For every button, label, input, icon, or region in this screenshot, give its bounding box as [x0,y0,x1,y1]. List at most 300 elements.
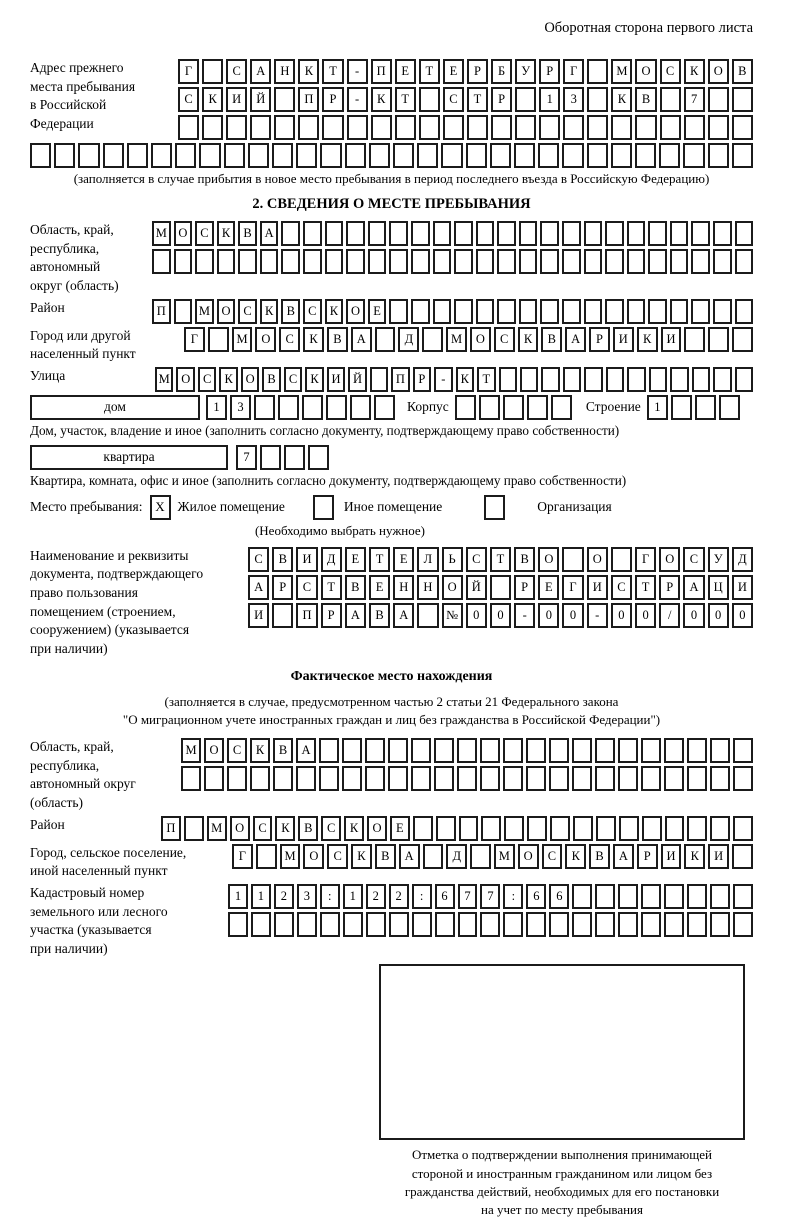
form-cell: 6 [526,884,546,909]
cell-row [248,603,753,628]
form-cell [732,844,753,869]
form-cell: Р [467,59,488,84]
form-cell [152,249,171,274]
form-cell [670,367,688,392]
apartment-note: Квартира, комната, офис и иное (заполнить согласно документу, подтверждающему право собственности) [30,472,627,488]
form-cell: А [393,603,414,628]
form-cell: С [226,59,247,84]
form-cell [733,816,753,841]
house-number-cells [206,395,395,420]
actual-region-label [30,738,181,813]
form-cell [627,367,645,392]
form-cell: Д [321,547,342,572]
region-rows [152,221,753,274]
form-cell: В [273,738,293,763]
form-cell: К [344,816,364,841]
cell-row [181,766,753,791]
form-cell [228,912,248,937]
form-cell [174,299,193,324]
label-line: стороной и иностранным гражданином или лицом без [411,1165,713,1181]
form-cell [254,395,275,420]
form-cell: О [176,367,194,392]
form-cell [549,738,569,763]
cell-row [178,115,753,140]
form-cell [733,766,753,791]
form-cell: Д [398,327,419,352]
field-street [30,367,753,392]
form-cell [459,816,479,841]
form-cell [388,738,408,763]
stay-type-row [30,495,753,520]
form-cell [618,884,638,909]
form-cell [683,143,704,168]
form-cell [260,445,281,470]
form-cell [365,766,385,791]
form-cell: 0 [732,603,753,628]
form-cell [664,912,684,937]
form-cell: М [195,299,214,324]
form-cell [342,766,362,791]
form-cell: / [659,603,680,628]
form-cell: Е [443,59,464,84]
form-cell [476,249,495,274]
form-cell: Н [393,575,414,600]
form-cell [587,87,608,112]
form-cell [519,299,538,324]
form-cell: С [443,87,464,112]
form-cell: Т [490,547,511,572]
form-cell [648,221,667,246]
form-cell: 6 [435,884,455,909]
form-cell: О [470,327,491,352]
form-cell: Е [538,575,559,600]
form-cell: С [494,327,515,352]
form-cell [503,766,523,791]
form-cell [422,327,443,352]
cell-row [184,327,753,352]
form-cell: В [635,87,656,112]
form-cell: В [369,603,390,628]
cadastral-number-label [30,884,228,959]
form-cell: Й [466,575,487,600]
form-cell: 3 [297,884,317,909]
form-cell [433,221,452,246]
form-cell: С [195,221,214,246]
form-cell [526,912,546,937]
label-line: право пользования [30,585,138,600]
form-cell [641,738,661,763]
form-cell [30,143,51,168]
form-cell: К [298,59,319,84]
form-cell: 2 [366,884,386,909]
form-cell [411,221,430,246]
form-cell [479,395,500,420]
residential-label: Жилое помещение [177,499,285,515]
form-cell: Н [274,59,295,84]
house-note: Дом, участок, владение и иное (заполнить согласно документу, подтверждающему право собственности) [30,422,620,438]
form-cell: 2 [389,884,409,909]
form-cell: С [238,299,257,324]
actual-location-title: Фактическое место нахождения [290,668,493,684]
form-cell [481,816,501,841]
form-cell: Р [321,603,342,628]
form-cell: Е [345,547,366,572]
form-cell: К [275,816,295,841]
confirmation-stamp-box [379,964,745,1140]
apartment-number-cells [236,445,329,470]
form-cell: М [155,367,173,392]
form-cell: А [248,575,269,600]
form-cell [519,221,538,246]
form-cell [178,115,199,140]
stroenie-label: Строение [585,399,641,415]
form-cell: Т [477,367,495,392]
form-cell: Г [232,844,253,869]
form-cell [691,299,710,324]
form-cell: А [260,221,279,246]
form-cell [417,143,438,168]
form-cell: С [248,547,269,572]
form-cell: И [226,87,247,112]
label-line: (заполняется в случае, предусмотренном частью 2 статьи 21 Федерального закона [164,693,619,709]
form-cell [719,395,740,420]
form-cell [687,912,707,937]
form-cell: В [238,221,257,246]
form-cell: : [412,884,432,909]
form-cell: П [161,816,181,841]
street-label: Улица [30,367,66,383]
form-cell: А [296,738,316,763]
form-cell [587,143,608,168]
form-cell [319,738,339,763]
form-cell [648,299,667,324]
form-cell [320,912,340,937]
form-cell: К [217,221,236,246]
form-cell [710,766,730,791]
label-line: автономный округ [30,776,136,792]
form-cell [470,844,491,869]
form-cell [248,143,269,168]
form-cell: У [515,59,536,84]
form-cell: Г [563,59,584,84]
form-cell [550,816,570,841]
form-cell: 0 [708,603,729,628]
label-line: Область, край, [30,222,114,237]
field-actual-district [30,816,753,841]
form-cell [217,249,236,274]
label-line: Наименование и реквизиты [30,547,189,563]
form-cell: М [446,327,467,352]
form-cell [181,766,201,791]
form-cell: С [660,59,681,84]
form-cell: Й [250,87,271,112]
form-cell: И [708,844,729,869]
form-cell [562,547,583,572]
form-cell [497,221,516,246]
form-cell: И [613,327,634,352]
form-cell: Ц [708,575,729,600]
label-line: документа, подтверждающего [30,566,204,582]
form-cell [642,816,662,841]
form-cell [365,738,385,763]
form-cell [635,115,656,140]
label-line: Адрес прежнего [30,60,124,75]
form-cell [303,221,322,246]
form-cell: К [250,738,270,763]
form-cell [343,912,363,937]
form-cell [627,299,646,324]
form-cell: О [659,547,680,572]
form-cell: : [503,884,523,909]
field-cadastral-number [30,884,753,959]
form-cell: - [347,59,368,84]
form-cell: Р [659,575,680,600]
form-cell [393,143,414,168]
form-cell [562,221,581,246]
cadastral-number-rows [228,884,753,937]
form-cell [454,299,473,324]
cell-row [228,884,753,909]
form-cell [174,249,193,274]
form-cell [175,143,196,168]
form-cell [596,816,616,841]
region-label [30,221,152,296]
form-cell [320,143,341,168]
form-cell [208,327,229,352]
form-cell [605,249,624,274]
cell-row [181,738,753,763]
form-cell [238,249,257,274]
form-cell: 1 [647,395,668,420]
form-cell [584,249,603,274]
label-line: Город, сельское поселение, [30,844,187,860]
form-cell: К [456,367,474,392]
apartment-type-box: квартира [30,445,228,470]
form-cell [322,115,343,140]
form-cell [526,766,546,791]
form-cell: У [708,547,729,572]
form-cell: К [351,844,372,869]
form-cell: Р [272,575,293,600]
checkbox-organization [484,495,505,520]
form-cell [563,115,584,140]
form-cell: Р [589,327,610,352]
form-cell [491,115,512,140]
form-cell: И [248,603,269,628]
form-cell: К [260,299,279,324]
form-cell: С [284,367,302,392]
form-cell [480,766,500,791]
form-cell [503,395,524,420]
form-cell [303,249,322,274]
form-cell [618,738,638,763]
stroenie-cells [647,395,740,420]
form-cell [388,766,408,791]
form-cell: Р [539,59,560,84]
form-cell [419,115,440,140]
form-cell [641,912,661,937]
form-cell: Р [491,87,512,112]
form-cell [611,115,632,140]
section2-title: 2. СВЕДЕНИЯ О МЕСТЕ ПРЕБЫВАНИЯ [252,196,531,212]
form-cell [480,738,500,763]
form-cell: С [683,547,704,572]
form-cell [480,912,500,937]
cell-row [161,816,753,841]
form-cell [497,249,516,274]
label-line: республика, [30,757,100,773]
district-label: Район [30,299,65,315]
form-cell [278,395,299,420]
form-cell [227,766,247,791]
form-cell [297,912,317,937]
form-cell [520,367,538,392]
form-cell: К [637,327,658,352]
form-cell [732,143,753,168]
form-cell [499,367,517,392]
form-cell [371,115,392,140]
form-cell [467,115,488,140]
form-cell [519,249,538,274]
form-cell: О [635,59,656,84]
form-cell: О [230,816,250,841]
form-cell [687,766,707,791]
house-type-box: дом [30,395,200,420]
form-cell [708,327,729,352]
form-cell: К [219,367,237,392]
form-cell [733,738,753,763]
form-cell [684,327,705,352]
ownership-document-rows [248,547,753,628]
form-cell [562,143,583,168]
checkbox-other-premises [313,495,334,520]
field-city [30,327,753,364]
form-cell [687,884,707,909]
form-cell: Т [395,87,416,112]
form-cell [572,884,592,909]
form-cell [572,738,592,763]
form-cell: В [272,547,293,572]
actual-city-label [30,844,232,881]
form-cell: О [538,547,559,572]
form-cell: 3 [563,87,584,112]
form-cell [735,299,754,324]
form-cell: 7 [236,445,257,470]
form-cell [342,738,362,763]
form-cell: Й [348,367,366,392]
form-cell [713,221,732,246]
form-cell: Г [184,327,205,352]
form-cell [732,115,753,140]
form-cell: О [367,816,387,841]
label-line: иной населенный пункт [30,863,168,879]
form-cell: С [321,816,341,841]
field-previous-address [30,59,753,140]
form-cell [732,327,753,352]
form-cell [325,221,344,246]
form-cell [540,249,559,274]
form-cell [587,59,608,84]
label-line: округ (область) [30,277,119,293]
form-cell [366,912,386,937]
apartment-row [30,445,753,470]
form-cell [251,912,271,937]
form-cell: К [684,844,705,869]
form-cell [476,221,495,246]
previous-address-overflow-row [30,143,753,168]
cell-row [228,912,753,937]
form-cell [563,367,581,392]
form-cell [618,912,638,937]
form-cell: 0 [466,603,487,628]
form-cell: Л [417,547,438,572]
form-cell [504,816,524,841]
form-cell [127,143,148,168]
actual-district-label: Район [30,816,65,832]
form-cell [443,115,464,140]
korpus-label: Корпус [407,399,449,415]
form-cell [735,249,754,274]
form-cell [573,816,593,841]
form-cell [490,575,511,600]
form-cell [710,738,730,763]
form-cell [526,738,546,763]
form-cell: 7 [684,87,705,112]
form-cell: Е [395,59,416,84]
form-cell: И [732,575,753,600]
form-cell [389,249,408,274]
form-cell: М [207,816,227,841]
form-cell [497,299,516,324]
form-cell [296,766,316,791]
form-cell: 1 [343,884,363,909]
form-cell [346,249,365,274]
form-cell [369,143,390,168]
form-cell [664,766,684,791]
form-cell [272,143,293,168]
form-cell: Р [413,367,431,392]
form-cell [595,912,615,937]
form-cell [527,816,547,841]
form-cell [659,143,680,168]
form-cell: Е [368,299,387,324]
form-cell: 1 [539,87,560,112]
form-cell: С [253,816,273,841]
form-cell [611,547,632,572]
field-actual-city [30,844,753,881]
previous-address-rows [178,59,753,140]
label-line: населенный пункт [30,346,136,362]
form-cell [433,299,452,324]
form-cell: П [296,603,317,628]
form-cell [687,816,707,841]
form-cell: : [320,884,340,909]
form-cell [325,249,344,274]
form-cell [503,738,523,763]
form-cell: Т [322,59,343,84]
confirmation-stamp-area [371,964,753,1219]
form-cell [281,221,300,246]
form-cell: Е [390,816,410,841]
form-cell: П [391,367,409,392]
field-actual-region [30,738,753,813]
form-cell [345,143,366,168]
form-cell: С [198,367,216,392]
form-cell [256,844,277,869]
form-cell: О [204,738,224,763]
house-row [30,395,753,420]
cell-row [232,844,753,869]
